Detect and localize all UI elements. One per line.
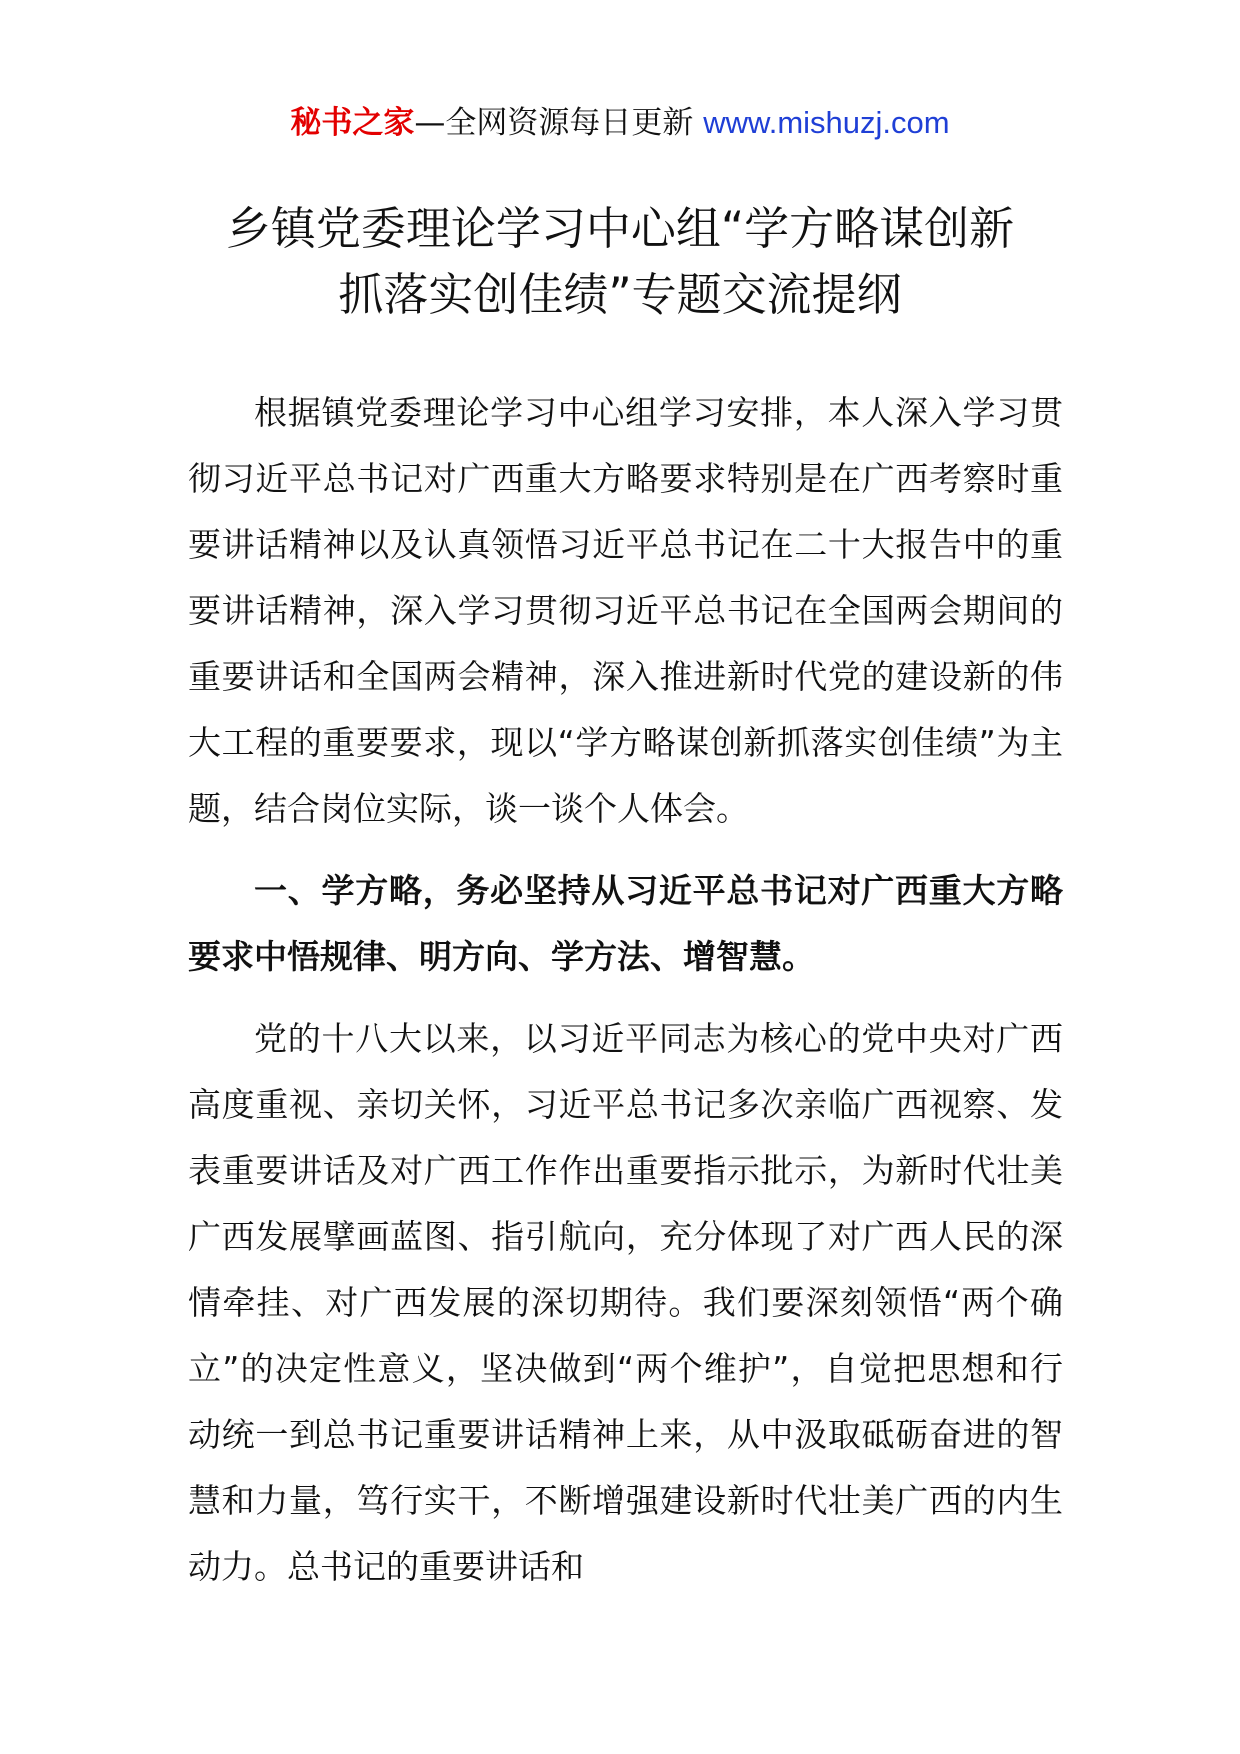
document-body [188,380,1063,1600]
title-line-1: 乡镇党委理论学习中心组“学方略谋创新 [225,202,1015,255]
site-tagline: —全网资源每日更新 [414,105,704,141]
site-header [0,100,1240,146]
section-heading-1: 一、学方略，务必坚持从习近平总书记对广西重大方略要求中悟规律、明方向、学方法、增智慧。 [188,871,1063,976]
title-line-2: 抓落实创佳绩”专题交流提纲 [338,268,902,321]
site-url-link[interactable]: www.mishuzj.com [703,105,950,140]
site-brand: 秘书之家 [290,105,415,141]
body-paragraph: 党的十八大以来，以习近平同志为核心的党中央对广西高度重视、亲切关怀，习近平总书记多次亲临广西视察、发表重要讲话及对广西工作作出重要指示批示，为新时代壮美广西发展擘画蓝图、指引航向，充分体现了对广西人民的深情牵挂、对广西发展的深切期待。我们要深刻领悟“两个确立”的决定性意义，坚决做到“两个维护”，自觉把思想和行动统一到总书记重要讲话精神上来，从中汲取砥砺奋进的智慧和力量，笃行实干，不断增强建设新时代壮美广西的内生动力。总书记的重要讲话和 [188,1019,1063,1586]
intro-paragraph: 根据镇党委理论学习中心组学习安排，本人深入学习贯彻习近平总书记对广西重大方略要求特别是在广西考察时重要讲话精神以及认真领悟习近平总书记在二十大报告中的重要讲话精神，深入学习贯彻习近平总书记在全国两会期间的重要讲话和全国两会精神，深入推进新时代党的建设新的伟大工程的重要要求，现以“学方略谋创新抓落实创佳绩”为主题，结合岗位实际，谈一谈个人体会。 [188,393,1063,828]
document-title [150,196,1090,328]
